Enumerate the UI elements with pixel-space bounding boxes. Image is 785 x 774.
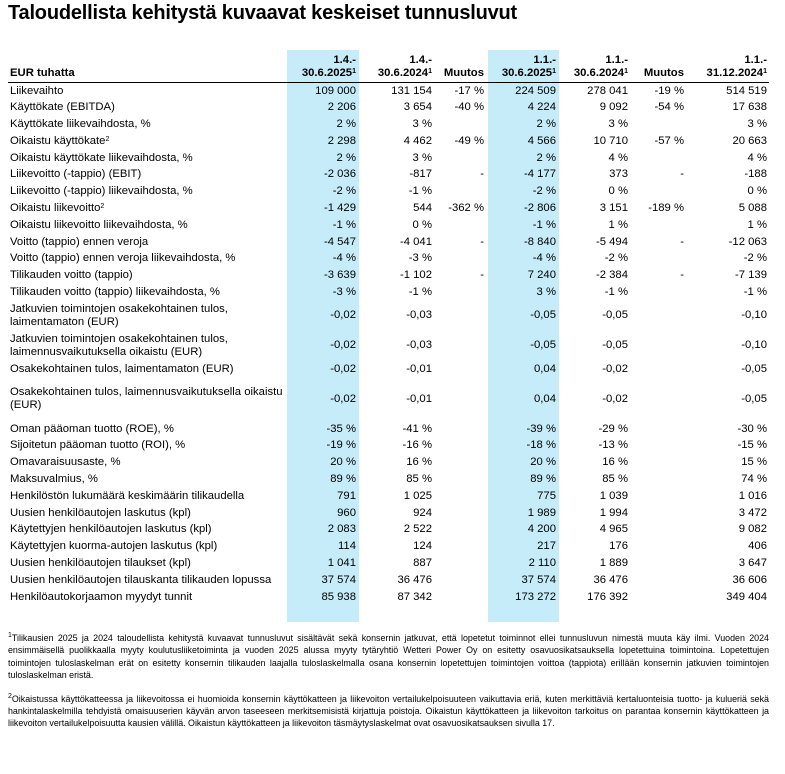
cell-value [630, 217, 686, 234]
row-label: Voitto (tappio) ennen veroja liikevaihdosta, % [10, 252, 236, 265]
cell-value: 373 [609, 168, 628, 181]
cell-value [434, 150, 486, 167]
cell-value: -4 % [532, 252, 556, 265]
row-label: Osakekohtainen tulos, laimentamaton (EUR) [10, 362, 234, 375]
table-row [8, 378, 769, 421]
cell-value: 2 298 [327, 134, 356, 147]
cell-value: 278 041 [587, 84, 628, 97]
cell-value: -19 % [654, 84, 684, 97]
table-row [8, 538, 769, 555]
header-col-h1-2025: 1.1.- 30.6.2025$^1$ [501, 54, 556, 79]
cell-value: -0,02 [330, 339, 356, 352]
header-col-h1-2024: 1.1.- 30.6.2024$^1$ [573, 54, 628, 79]
cell-value: -1 102 [399, 269, 432, 282]
footnote-1: $^1$Tilikausien 2025 ja 2024 taloudellista kehitystä kuvaavat tunnusluvut sisältävät sekä konsernin jatkuvat, että lopetetut toiminnot ellei tunnusluvun nimestä muuta käy ilmi. Vuoden 2024 ensimmäisellä puolikkaalla myyty koulutusliiketoiminta ja vuoden 2025 alussa myyty tytäryhtiö Wetteri Power Oy on esitetty osavuosikatsauksella lopetettuina toimintoina. Lopetettujen toimintojen tuloslaskelman erät on esitetty konsernin tilikauden laajalla tuloslaskelmalla osana konsernin lopetettujen toimintojen voittoa (tappiota) erillään konsernin jatkuvien toimintojen tuloslaskelman eristä. [8, 632, 769, 681]
row-label: Uusien henkilöautojen laskutus (kpl) [10, 506, 191, 519]
table-row [8, 505, 769, 522]
cell-value: - [480, 269, 484, 282]
cell-value: 85 938 [321, 590, 356, 603]
row-label: Tilikauden voitto (tappio) [10, 269, 133, 282]
cell-value: 1 994 [599, 506, 628, 519]
cell-value: -5 494 [595, 235, 628, 248]
cell-value: -4 547 [323, 235, 356, 248]
cell-value: 2 % [536, 151, 556, 164]
cell-value [630, 183, 686, 200]
cell-value [434, 589, 486, 606]
table-row [8, 133, 769, 150]
cell-value: 3 % [747, 117, 767, 130]
header-col-q2-2025: 1.4.- 30.6.2025$^1$ [301, 54, 356, 79]
cell-value: -4 177 [523, 168, 556, 181]
cell-value: -0,05 [530, 309, 556, 322]
cell-value: 176 392 [587, 590, 628, 603]
table-row [8, 200, 769, 217]
cell-value: 2 % [536, 117, 556, 130]
cell-value: 114 [337, 540, 356, 553]
cell-value: -0,03 [406, 309, 432, 322]
cell-value: -0,10 [741, 339, 767, 352]
cell-value: -0,05 [602, 339, 628, 352]
table-row [8, 99, 769, 116]
cell-value: 20 663 [732, 134, 767, 147]
cell-value: 924 [413, 506, 432, 519]
cell-value: - [680, 269, 684, 282]
cell-value: 16 % [602, 456, 628, 469]
header-col-change-h1: Muutos [643, 67, 684, 79]
footnote-2: $^2$Oikaistussa käyttökatteessa ja liikevoitossa ei huomioida konsernin käyttökatteen ja liikevoiton vertailukelpoisuuteen vaikuttavia eriä, kuten merkittäviä kertaluonteisia tuotto- ja kulueriä sekä hankintalaskelmilla tehdyistä omaisuuserien käyvän arvon taseeseen merkitsemisistä kirjattuja poistoja. Oikaistun käyttökatteen ja liikevoiton tarkoitus on parantaa konsernin käyttökatteen ja liikevoiton vertailukelpoisuutta kausien välillä. Oikaistun käyttökatteen ja liikevoiton täsmäytyslaskelmat ovat osavuosikatsauksen sivulla 17. [8, 692, 769, 729]
cell-value: 514 519 [726, 84, 767, 97]
cell-value: -30 % [737, 422, 767, 435]
cell-value: -35 % [326, 422, 356, 435]
cell-value: -2 % [604, 252, 628, 265]
cell-value: 4 566 [527, 134, 556, 147]
table-row [8, 589, 769, 606]
table-row [8, 150, 769, 167]
cell-value: 15 % [741, 456, 767, 469]
table-row [8, 454, 769, 471]
cell-value: 37 574 [521, 573, 556, 586]
cell-value: 89 % [330, 472, 356, 485]
cell-value: 5 088 [738, 201, 767, 214]
cell-value: - [480, 235, 484, 248]
cell-value [434, 471, 486, 488]
cell-value: 0,04 [534, 362, 556, 375]
cell-value: 887 [413, 556, 432, 569]
cell-value: -49 % [454, 134, 484, 147]
cell-value: -40 % [454, 101, 484, 114]
cell-value: 4 % [608, 151, 628, 164]
cell-value [630, 250, 686, 267]
cell-value: 17 638 [732, 101, 767, 114]
row-label: Käyttökate liikevaihdosta, % [10, 117, 151, 130]
row-label: Liikevaihto [10, 84, 64, 97]
cell-value: 3 % [412, 117, 432, 130]
row-label: Uusien henkilöautojen tilauskanta tilikauden lopussa [10, 573, 272, 586]
cell-value: -0,01 [406, 392, 432, 405]
cell-value: 217 [537, 540, 556, 553]
cell-value: 4 224 [527, 101, 556, 114]
header-label: EUR tuhatta [10, 67, 75, 79]
cell-value: 85 % [406, 472, 432, 485]
cell-value: 3 % [608, 117, 628, 130]
cell-value: -0,02 [330, 309, 356, 322]
cell-value: 3 % [412, 151, 432, 164]
cell-value: -12 063 [728, 235, 767, 248]
cell-value [434, 116, 486, 133]
cell-value [630, 471, 686, 488]
row-label: Henkilöstön lukumäärä keskimäärin tilikaudella [10, 489, 245, 502]
cell-value: 224 509 [515, 84, 556, 97]
cell-value: 87 342 [397, 590, 432, 603]
kpi-table [8, 54, 769, 605]
cell-value: 74 % [741, 472, 767, 485]
table-header-row [8, 54, 769, 83]
cell-value: -17 % [454, 84, 484, 97]
row-label: Maksuvalmius, % [10, 472, 98, 485]
cell-value: -2 806 [523, 201, 556, 214]
cell-value [630, 421, 686, 438]
cell-value: 4 % [747, 151, 767, 164]
cell-value: -0,03 [406, 339, 432, 352]
cell-value: -1 429 [323, 201, 356, 214]
cell-value: 2 522 [403, 523, 432, 536]
cell-value: -3 % [332, 285, 356, 298]
cell-value: -19 % [326, 439, 356, 452]
cell-value: 1 889 [599, 556, 628, 569]
cell-value: 0 % [608, 185, 628, 198]
cell-value [434, 183, 486, 200]
cell-value: 406 [748, 540, 767, 553]
cell-value: -189 % [648, 201, 684, 214]
cell-value: 1 % [608, 218, 628, 231]
cell-value [434, 421, 486, 438]
table-row [8, 234, 769, 251]
table-row [8, 331, 769, 361]
cell-value: 16 % [406, 456, 432, 469]
cell-value: 2 % [336, 151, 356, 164]
cell-value: 4 965 [599, 523, 628, 536]
cell-value: -0,02 [602, 392, 628, 405]
table-row [8, 83, 769, 100]
cell-value: -1 % [604, 285, 628, 298]
cell-value: 85 % [602, 472, 628, 485]
cell-value: 2 % [336, 117, 356, 130]
cell-value: 3 % [536, 285, 556, 298]
table-row [8, 301, 769, 331]
cell-value: 1 016 [738, 489, 767, 502]
cell-value: 131 154 [391, 84, 432, 97]
row-label: Oikaistu liikevoitto liikevaihdosta, % [10, 218, 188, 231]
row-label: Osakekohtainen tulos, laimennusvaikutuksella oikaistu (EUR) [10, 386, 283, 412]
cell-value: -1 % [332, 218, 356, 231]
cell-value [434, 250, 486, 267]
row-label: Oikaistu käyttökate liikevaihdosta, % [10, 151, 193, 164]
cell-value: -41 % [402, 422, 432, 435]
cell-value: 2 110 [528, 556, 556, 569]
cell-value: 0 % [412, 218, 432, 231]
row-label: Oman pääoman tuotto (ROE), % [10, 422, 174, 435]
header-col-q2-2024: 1.4.- 30.6.2024$^1$ [377, 54, 432, 79]
cell-value: -16 % [402, 439, 432, 452]
cell-value [434, 538, 486, 555]
cell-value: -0,02 [330, 362, 356, 375]
cell-value: 124 [413, 540, 432, 553]
header-col-change-q2: Muutos [443, 67, 484, 79]
cell-value [434, 361, 486, 378]
cell-value: -8 840 [523, 235, 556, 248]
cell-value: 960 [337, 506, 356, 519]
table-row [8, 421, 769, 438]
cell-value: -817 [409, 168, 432, 181]
cell-value: -0,10 [741, 309, 767, 322]
cell-value: 1 041 [327, 556, 356, 569]
cell-value: -0,05 [741, 392, 767, 405]
cell-value: 1 989 [527, 506, 556, 519]
cell-value [630, 437, 686, 454]
cell-value: -3 % [408, 252, 432, 265]
cell-value [434, 217, 486, 234]
cell-value: -7 139 [734, 269, 767, 282]
table-row [8, 572, 769, 589]
cell-value [434, 572, 486, 589]
cell-value: 109 000 [315, 84, 356, 97]
cell-value [630, 150, 686, 167]
cell-value: 775 [537, 489, 556, 502]
table-row [8, 521, 769, 538]
cell-value: 3 647 [738, 556, 767, 569]
row-label: Uusien henkilöautojen tilaukset (kpl) [10, 556, 191, 569]
cell-value [630, 488, 686, 505]
cell-value: -0,05 [602, 309, 628, 322]
header-col-fy-2024: 1.1.- 31.12.2024$^1$ [706, 54, 767, 79]
cell-value: - [680, 235, 684, 248]
row-label: Käytettyjen kuorma-autojen laskutus (kpl) [10, 540, 218, 553]
cell-value: 20 % [530, 456, 556, 469]
cell-value: -0,02 [330, 392, 356, 405]
cell-value: -1 % [743, 285, 767, 298]
cell-value [630, 284, 686, 301]
cell-value [630, 454, 686, 471]
table-row [8, 488, 769, 505]
row-label: Käytettyjen henkilöautojen laskutus (kpl) [10, 523, 212, 536]
cell-value [630, 378, 686, 421]
cell-value: -54 % [654, 101, 684, 114]
table-row [8, 555, 769, 572]
cell-value: -0,05 [741, 362, 767, 375]
cell-value: 2 083 [327, 523, 356, 536]
row-label: Jatkuvien toimintojen osakekohtainen tulos, laimennusvaikutuksella oikaistu (EUR) [10, 332, 228, 358]
cell-value: - [480, 168, 484, 181]
cell-value [434, 505, 486, 522]
cell-value [434, 454, 486, 471]
cell-value: -18 % [526, 439, 556, 452]
cell-value: 349 404 [726, 590, 767, 603]
cell-value: -0,02 [602, 362, 628, 375]
cell-value: 176 [609, 540, 628, 553]
table-row [8, 284, 769, 301]
cell-value: -1 % [408, 285, 432, 298]
cell-value: 4 462 [403, 134, 432, 147]
cell-value: 1 025 [403, 489, 432, 502]
table-row [8, 116, 769, 133]
cell-value: 7 240 [527, 269, 556, 282]
cell-value: 36 476 [397, 573, 432, 586]
cell-value [630, 505, 686, 522]
cell-value: -2 384 [595, 269, 628, 282]
cell-value: 9 092 [599, 101, 628, 114]
cell-value [630, 331, 686, 361]
cell-value: -3 639 [323, 269, 356, 282]
cell-value: -2 036 [323, 168, 356, 181]
cell-value: -13 % [598, 439, 628, 452]
cell-value: -2 % [332, 185, 356, 198]
cell-value: -2 % [743, 252, 767, 265]
cell-value: -39 % [526, 422, 556, 435]
cell-value: -362 % [448, 201, 484, 214]
cell-value: -1 % [408, 185, 432, 198]
table-row [8, 166, 769, 183]
page-title: Taloudellista kehitystä kuvaavat keskeiset tunnusluvut [8, 2, 518, 24]
cell-value [434, 378, 486, 421]
table-row [8, 267, 769, 284]
row-label: Käyttökate (EBITDA) [10, 101, 115, 114]
row-label: Oikaistu liikevoitto$^2$ [10, 201, 105, 214]
cell-value: 36 606 [732, 573, 767, 586]
table-row [8, 217, 769, 234]
row-label: Sijoitetun pääoman tuotto (ROI), % [10, 439, 186, 452]
row-label: Liikevoitto (-tappio) liikevaihdosta, % [10, 185, 193, 198]
cell-value [630, 301, 686, 331]
table-row [8, 250, 769, 267]
row-label: Tilikauden voitto (tappio) liikevaihdosta, % [10, 285, 220, 298]
cell-value: 544 [413, 201, 432, 214]
cell-value: -2 % [532, 185, 556, 198]
cell-value: -4 041 [399, 235, 432, 248]
cell-value [434, 555, 486, 572]
cell-value [434, 331, 486, 361]
cell-value: -29 % [598, 422, 628, 435]
cell-value: 3 472 [738, 506, 767, 519]
cell-value: 0 % [747, 185, 767, 198]
row-label: Henkilöautokorjaamon myydyt tunnit [10, 590, 193, 603]
cell-value: 0,04 [534, 392, 556, 405]
cell-value: -57 % [654, 134, 684, 147]
cell-value [630, 589, 686, 606]
cell-value: 173 272 [515, 590, 556, 603]
cell-value: 36 476 [593, 573, 628, 586]
cell-value: 9 082 [738, 523, 767, 536]
row-label: Liikevoitto (-tappio) (EBIT) [10, 168, 142, 181]
cell-value [434, 488, 486, 505]
cell-value [434, 437, 486, 454]
row-label: Jatkuvien toimintojen osakekohtainen tulos, laimentamaton (EUR) [10, 302, 228, 328]
cell-value [630, 538, 686, 555]
table-row [8, 437, 769, 454]
row-label: Omavaraisuusaste, % [10, 456, 121, 469]
cell-value: -15 % [737, 439, 767, 452]
cell-value [434, 521, 486, 538]
cell-value: 89 % [530, 472, 556, 485]
table-row [8, 183, 769, 200]
cell-value: 791 [337, 489, 356, 502]
cell-value [630, 555, 686, 572]
cell-value: - [680, 168, 684, 181]
cell-value: -0,05 [530, 339, 556, 352]
cell-value [630, 116, 686, 133]
cell-value: 3 654 [403, 101, 432, 114]
row-label: Voitto (tappio) ennen veroja [10, 235, 149, 248]
footnotes [8, 632, 769, 741]
cell-value [630, 361, 686, 378]
table-row [8, 361, 769, 378]
cell-value: -0,01 [406, 362, 432, 375]
cell-value [630, 572, 686, 589]
cell-value: -188 [744, 168, 767, 181]
cell-value: 1 % [747, 218, 767, 231]
cell-value: 10 710 [593, 134, 628, 147]
cell-value: 20 % [330, 456, 356, 469]
cell-value [434, 284, 486, 301]
cell-value: 4 200 [527, 523, 556, 536]
row-label: Oikaistu käyttökate$^2$ [10, 134, 110, 147]
cell-value: 2 206 [327, 101, 356, 114]
table-row [8, 471, 769, 488]
cell-value: 1 039 [599, 489, 628, 502]
cell-value: -1 % [532, 218, 556, 231]
cell-value [630, 521, 686, 538]
cell-value: 3 151 [599, 201, 628, 214]
cell-value: -4 % [332, 252, 356, 265]
cell-value [434, 301, 486, 331]
cell-value: 37 574 [321, 573, 356, 586]
